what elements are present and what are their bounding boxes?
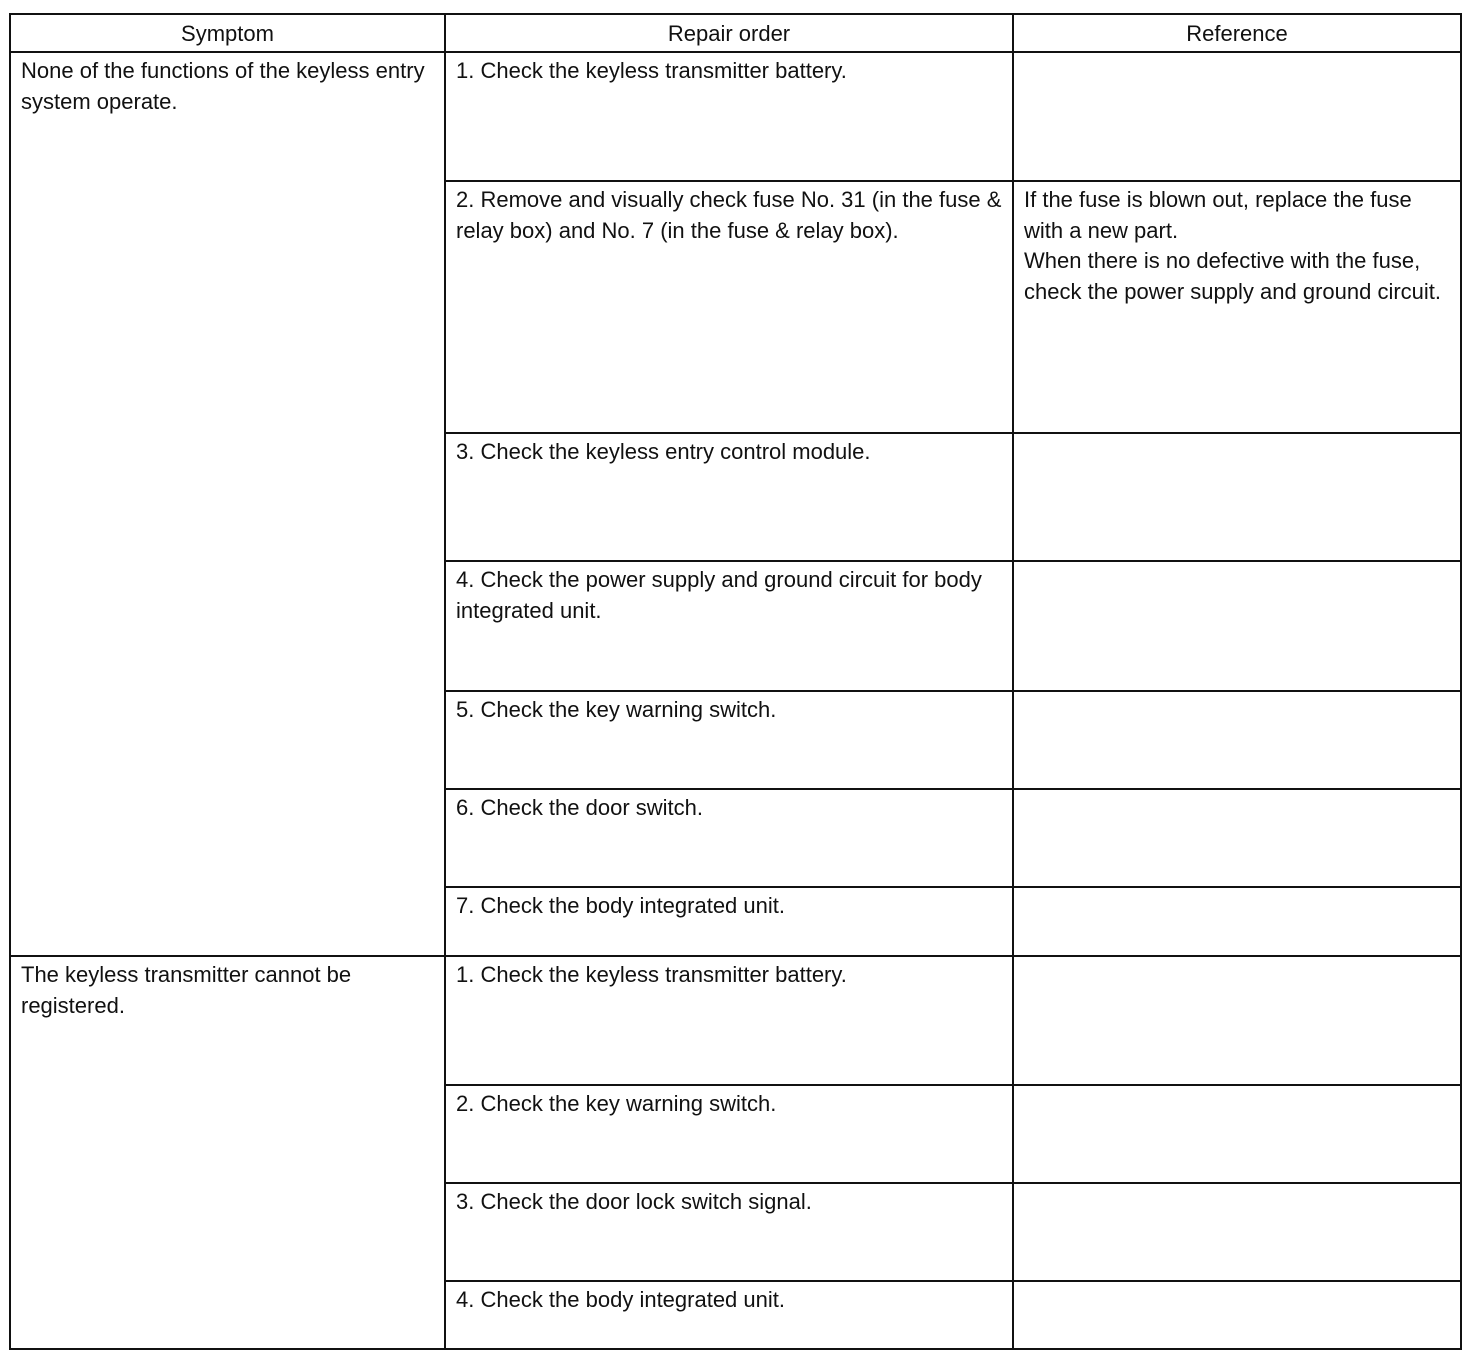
reference-cell bbox=[1013, 789, 1461, 887]
repair-step: 6. Check the door switch. bbox=[445, 789, 1013, 887]
reference-cell: If the fuse is blown out, replace the fuse with a new part. When there is no defective with the fuse, check the power supply and ground circuit. bbox=[1013, 181, 1461, 433]
reference-cell bbox=[1013, 887, 1461, 956]
header-symptom: Symptom bbox=[10, 14, 445, 52]
reference-cell bbox=[1013, 956, 1461, 1085]
reference-cell bbox=[1013, 1085, 1461, 1183]
repair-step: 1. Check the keyless transmitter battery. bbox=[445, 52, 1013, 181]
repair-step: 1. Check the keyless transmitter battery. bbox=[445, 956, 1013, 1085]
repair-step: 4. Check the power supply and ground circuit for body integrated unit. bbox=[445, 561, 1013, 691]
table-row bbox=[10, 956, 1461, 1085]
header-reference: Reference bbox=[1013, 14, 1461, 52]
symptom-cell: None of the functions of the keyless entry system operate. bbox=[10, 52, 445, 956]
repair-step: 7. Check the body integrated unit. bbox=[445, 887, 1013, 956]
repair-step: 2. Remove and visually check fuse No. 31 (in the fuse & relay box) and No. 7 (in the fuse & relay box). bbox=[445, 181, 1013, 433]
troubleshooting-table bbox=[9, 13, 1462, 1350]
reference-cell bbox=[1013, 561, 1461, 691]
reference-cell bbox=[1013, 433, 1461, 561]
reference-cell bbox=[1013, 691, 1461, 789]
table-row bbox=[10, 52, 1461, 181]
symptom-cell: The keyless transmitter cannot be registered. bbox=[10, 956, 445, 1349]
repair-step: 4. Check the body integrated unit. bbox=[445, 1281, 1013, 1349]
reference-cell bbox=[1013, 1281, 1461, 1349]
table-header-row bbox=[10, 14, 1461, 52]
reference-cell bbox=[1013, 1183, 1461, 1281]
repair-step: 2. Check the key warning switch. bbox=[445, 1085, 1013, 1183]
header-repair-order: Repair order bbox=[445, 14, 1013, 52]
repair-step: 3. Check the door lock switch signal. bbox=[445, 1183, 1013, 1281]
repair-step: 3. Check the keyless entry control module. bbox=[445, 433, 1013, 561]
repair-step: 5. Check the key warning switch. bbox=[445, 691, 1013, 789]
reference-cell bbox=[1013, 52, 1461, 181]
